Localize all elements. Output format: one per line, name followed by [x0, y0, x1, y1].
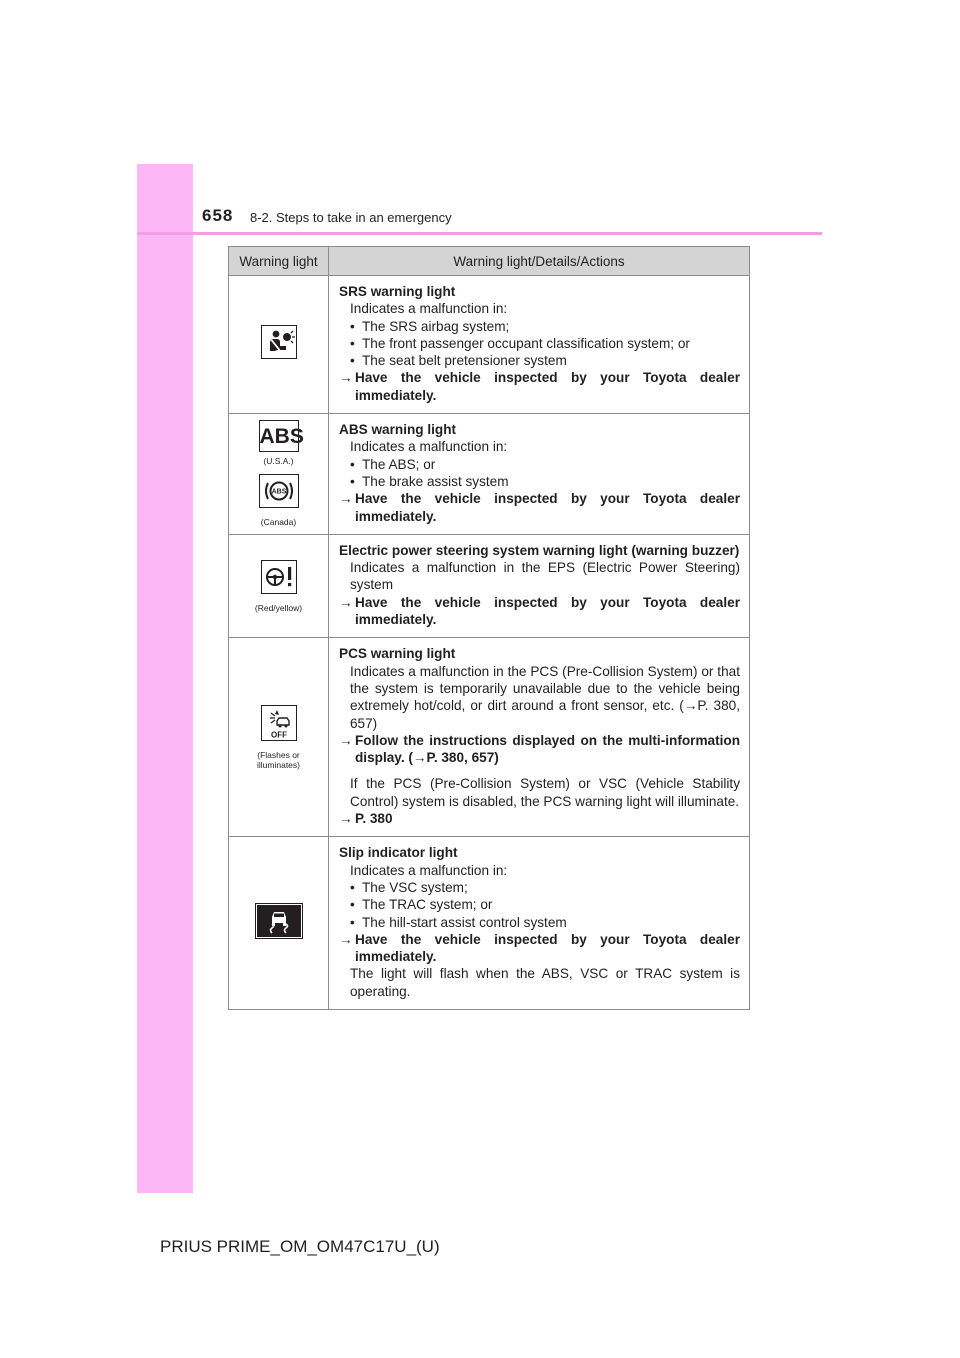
srs-action — [339, 369, 740, 404]
pcs-note: If the PCS (Pre-Collision System) or VSC (Vehicle Stability Control) system is disabled, the PCS warning light will illuminate. — [350, 776, 740, 809]
slip-action — [339, 931, 740, 966]
arrow-symbol: → — [339, 931, 353, 947]
seatbelt-airbag-icon — [261, 325, 297, 359]
pcs-off-icon — [261, 705, 297, 741]
slip-intro: Indicates a malfunction in: — [350, 862, 508, 878]
slip-bullet-2-text: The TRAC system; or — [362, 897, 493, 913]
srs-bullet-2-text: The front passenger occupant classification system; or — [362, 335, 690, 351]
bullet-symbol: • — [350, 879, 355, 895]
slip-action-text: Have the vehicle inspected by your Toyota dealer immediately. — [355, 931, 740, 965]
header-rule — [137, 232, 822, 235]
bullet-symbol: • — [350, 335, 355, 351]
arrow-symbol: → — [339, 811, 353, 827]
skidding-car-icon — [255, 903, 303, 939]
abs-text-icon: ABS — [259, 420, 299, 452]
eps-detail: Indicates a malfunction in the EPS (Electric Power Steering) system — [350, 560, 740, 593]
abs-bullet-1-text: The ABS; or — [362, 456, 436, 472]
abs-usa-group — [229, 420, 328, 466]
abs-circle-icon — [259, 474, 299, 508]
icon-cell-eps — [229, 534, 329, 637]
srs-bullet-3-text: The seat belt pretensioner system — [362, 353, 567, 369]
slip-bullet-3 — [339, 914, 740, 931]
srs-title: SRS warning light — [339, 284, 456, 299]
bullet-symbol: • — [350, 456, 355, 472]
icon-cell-srs — [229, 276, 329, 414]
bullet-symbol: • — [350, 318, 355, 334]
side-tab-band — [137, 164, 193, 1193]
slip-bullet-3-text: The hill-start assist control system — [362, 914, 567, 930]
eps-title: Electric power steering system warning light (warning buzzer) — [339, 542, 740, 558]
slip-bullet-2 — [339, 896, 740, 913]
warning-light-table — [228, 246, 750, 1010]
section-title: 8-2. Steps to take in an emergency — [250, 210, 452, 225]
slip-bullet-1 — [339, 879, 740, 896]
srs-bullet-3 — [339, 352, 740, 369]
eps-caption: (Red/yellow) — [254, 602, 303, 613]
pcs-detail: Indicates a malfunction in the PCS (Pre-Collision System) or that the system is temporarily unavailable due to the vehicle being extremely hot/cold, or dirt around a front sensor, etc. (→P. 380, 657) — [350, 663, 740, 731]
pcs-page-reference-text: P. 380 — [355, 811, 393, 827]
arrow-symbol: → — [339, 491, 353, 507]
srs-intro: Indicates a malfunction in: — [350, 301, 508, 317]
srs-bullet-1-text: The SRS airbag system; — [362, 318, 510, 334]
pcs-title: PCS warning light — [339, 646, 456, 662]
pcs-action-text: Follow the instructions displayed on the multi-information display. (→P. 380, 657) — [355, 732, 740, 766]
abs-circle-text: ABS — [271, 489, 286, 497]
icon-cell-slip — [229, 837, 329, 1010]
slip-bullet-1-text: The VSC system; — [362, 879, 468, 895]
details-cell-eps — [329, 534, 750, 637]
abs-intro: Indicates a malfunction in: — [350, 439, 508, 455]
bullet-symbol: • — [350, 897, 355, 913]
abs-usa-caption: (U.S.A.) — [263, 456, 294, 467]
pcs-caption: (Flashes or illuminates) — [257, 749, 300, 770]
abs-bullet-1 — [339, 456, 740, 473]
details-cell-pcs — [329, 638, 750, 837]
abs-bullet-2-text: The brake assist system — [362, 473, 509, 489]
column-header-details: Warning light/Details/Actions — [329, 247, 750, 276]
details-cell-srs — [329, 276, 750, 414]
srs-bullet-2 — [339, 335, 740, 352]
details-cell-slip — [329, 837, 750, 1010]
abs-action-text: Have the vehicle inspected by your Toyota dealer immediately. — [355, 491, 740, 524]
arrow-symbol: → — [339, 732, 353, 748]
srs-action-text: Have the vehicle inspected by your Toyota dealer immediately. — [355, 370, 740, 403]
icon-cell-abs — [229, 414, 329, 535]
table-row-pcs — [229, 638, 750, 837]
table-row-slip — [229, 837, 750, 1010]
bullet-symbol: • — [350, 914, 355, 930]
column-header-warning-light: Warning light — [229, 247, 329, 276]
abs-action — [339, 490, 740, 525]
pcs-off-text: OFF — [270, 730, 287, 740]
table-row-abs — [229, 414, 750, 535]
srs-bullet-1 — [339, 318, 740, 335]
pcs-page-reference — [339, 810, 740, 827]
table-header-row — [229, 247, 750, 276]
abs-canada-caption: (Canada) — [260, 517, 297, 528]
table-row-eps — [229, 534, 750, 637]
footer-manual-code: PRIUS PRIME_OM_OM47C17U_(U) — [160, 1237, 440, 1256]
slip-title: Slip indicator light — [339, 845, 458, 861]
abs-title: ABS warning light — [339, 422, 457, 438]
icon-cell-pcs — [229, 638, 329, 837]
eps-action-text: Have the vehicle inspected by your Toyota dealer immediately. — [355, 594, 740, 628]
pcs-action — [339, 732, 740, 767]
abs-canada-group — [229, 474, 328, 527]
table-row-srs — [229, 276, 750, 414]
details-cell-abs — [329, 414, 750, 535]
bullet-symbol: • — [350, 473, 355, 489]
page-number: 658 — [202, 206, 234, 225]
steering-wheel-exclamation-icon — [261, 560, 297, 594]
bullet-symbol: • — [350, 353, 355, 369]
abs-bullet-2 — [339, 473, 740, 490]
slip-note: The light will flash when the ABS, VSC or TRAC system is operating. — [350, 966, 740, 999]
arrow-symbol: → — [339, 594, 353, 610]
eps-action — [339, 594, 740, 629]
arrow-symbol: → — [339, 370, 353, 386]
